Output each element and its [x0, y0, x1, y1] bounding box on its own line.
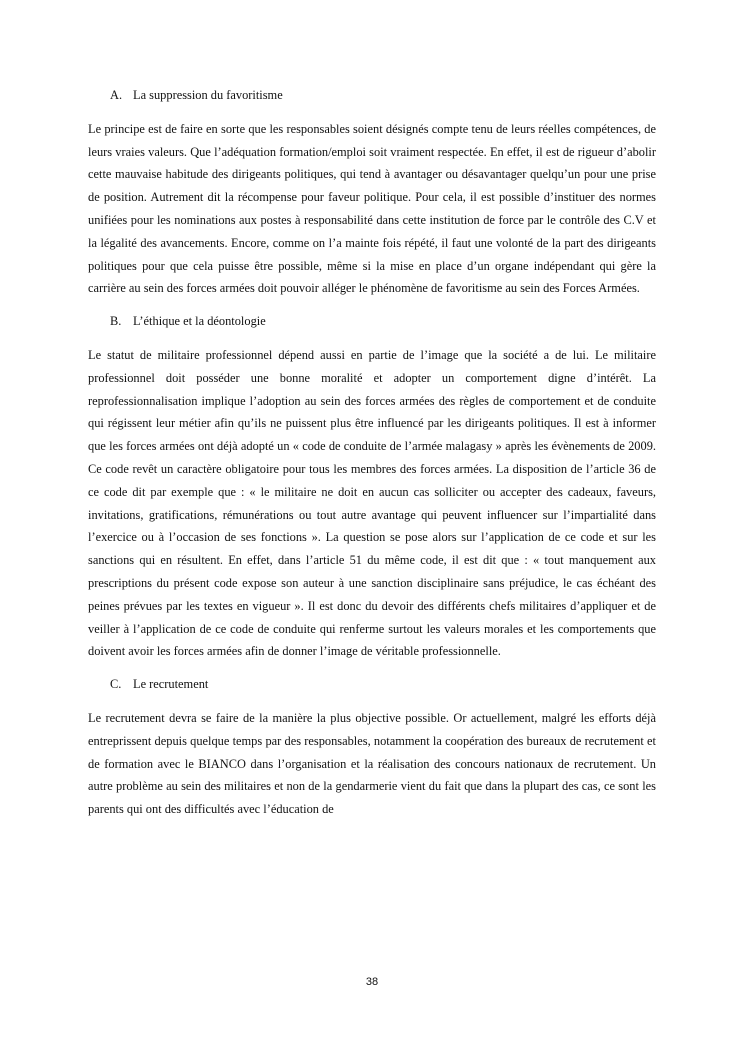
section-title-b: L’éthique et la déontologie [133, 314, 266, 329]
section-letter-b: B. [110, 314, 122, 329]
section-heading-a [88, 84, 656, 107]
section-title-a: La suppression du favoritisme [133, 88, 283, 102]
section-paragraph-a: Le principe est de faire en sorte que les responsables soient désignés compte tenu de leurs réelles compétences, de leurs vraies valeurs. Que l’adéquation formation/emploi soit vraiment respectée. En effet, il est de rigueur d’abolir cette mauvaise habitude des dirigeants politiques, qui tend à avantager ou désavantager quelqu’un pour une prise de position. Autrement dit la récompense pour faveur politique. Pour cela, il est possible d’instituer des normes unifiées pour les nominations aux postes à responsabilité dans cette institution de force par le contrôle des C.V et la légalité des avancements. Encore, comme on l’a mainte fois répété, il faut une volonté de la part des dirigeants politiques pour que cela puisse être possible, même si la mise en place d’un organe indépendant qui gère la carrière au sein des forces armées doit pouvoir alléger le phénomène de favoritisme au sein des Forces Armées. [88, 121, 656, 296]
section-letter-a: A. [110, 88, 123, 102]
section-paragraph-b: Le statut de militaire professionnel dépend aussi en partie de l’image que la société a de lui. Le militaire professionnel doit posséder une bonne moralité et adopter un comportement digne d’intérêt. La reprofessionnalisation implique l’adoption au sein des forces armées des règles de comportement et de conduite qui régissent leur métier afin qu’ils ne puissent plus être influencé par les dirigeants politiques. Il est à informer que les forces armées ont déjà adopté un « code de conduite de l’armée malagasy » après les évènements de 2009. Ce code revêt un caractère obligatoire pour tous les membres des forces armées. La disposition de l’article 36 de ce code dit par exemple que : « le militaire ne doit en aucun cas solliciter ou accepter des cadeaux, faveurs, invitations, gratifications, rémunérations ou tout autre avantage qui peuvent influencer sur l’impartialité dans l’exercice ou à l’occasion de ses fonctions ». La question se pose alors sur l’application de ce code et sur les sanctions qui en résultent. En effet, dans l’article 51 du même code, il est dit que : « tout manquement aux prescriptions du présent code expose son auteur à une sanction disciplinaire sans préjudice, le cas échéant des peines prévues par les textes en vigueur ». Il est donc du devoir des différents chefs militaires d’appliquer et de veiller à l’application de ce code de conduite qui renferme surtout les valeurs morales et les comportements que doivent avoir les forces armées afin de donner l’image de véritable professionnelle. [88, 347, 656, 659]
page-content [88, 84, 656, 831]
section-letter-c: C. [110, 677, 122, 692]
section-heading-c [88, 673, 656, 696]
page-number: 38 [365, 976, 379, 988]
section-paragraph-c: Le recrutement devra se faire de la manière la plus objective possible. Or actuellement, malgré les efforts déjà entreprissent depuis quelque temps par des responsables, notamment la coopération des bureaux de recrutement et de formation avec le BIANCO dans l’organisation et la réalisation des concours nationaux de recrutement. Un autre problème au sein des militaires et non de la gendarmerie vient du fait que dans la plupart des cas, ce sont les parents qui ont des difficultés avec l’éducation de [88, 710, 656, 817]
section-heading-b [88, 310, 656, 333]
section-title-c: Le recrutement [133, 677, 209, 692]
